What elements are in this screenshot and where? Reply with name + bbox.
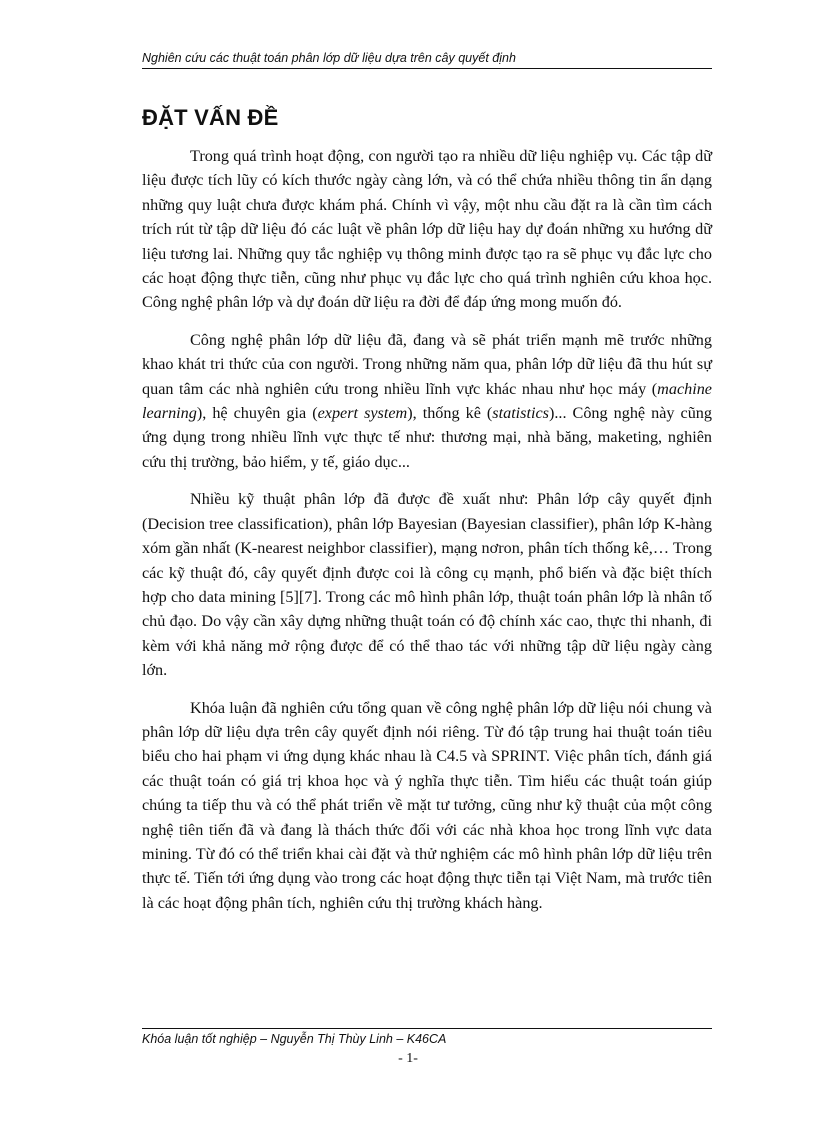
- body-text: [142, 144, 712, 928]
- paragraph-2-text-1: Công nghệ phân lớp dữ liệu đã, đang và sẽ phát triển mạnh mẽ trước những khao khát tri thức của con người. Trong những năm qua, phân lớp dữ liệu đã thu hút sự quan tâm các nhà nghiên cứu trong nhiều lĩnh vực khác nhau như học máy (: [142, 330, 712, 398]
- running-header: Nghiên cứu các thuật toán phân lớp dữ liệu dựa trên cây quyết định: [142, 51, 516, 65]
- page-number: - 1-: [398, 1051, 418, 1066]
- paragraph-1: Trong quá trình hoạt động, con người tạo ra nhiều dữ liệu nghiệp vụ. Các tập dữ liệu được tích lũy có kích thước ngày càng lớn, và có thể chứa nhiều thông tin ẩn dạng những quy luật chưa được khám phá. Chính vì vậy, một nhu cầu đặt ra là cần tìm cách trích rút từ tập dữ liệu đó các luật về phân lớp dữ liệu hay dự đoán những xu hướng dữ liệu tương lai. Những quy tắc nghiệp vụ thông minh được tạo ra sẽ phục vụ đắc lực cho các hoạt động thực tiễn, cũng như phục vụ đắc lực cho quá trình nghiên cứu khoa học. Công nghệ phân lớp và dự đoán dữ liệu ra đời để đáp ứng mong muốn đó.: [142, 147, 712, 312]
- term-statistics: statistics: [492, 404, 549, 423]
- section-title: ĐẶT VẤN ĐỀ: [142, 105, 279, 130]
- paragraph-3: Nhiều kỹ thuật phân lớp đã được đề xuất như: Phân lớp cây quyết định (Decision tree classification), phân lớp Bayesian (Bayesian classifier), phân lớp K-hàng xóm gần nhất (K-nearest neighbor classifier), mạng nơron, phân tích thống kê,… Trong các kỹ thuật đó, cây quyết định được coi là công cụ mạnh, phổ biến và đặc biệt thích hợp cho data mining [5][7]. Trong các mô hình phân lớp, thuật toán phân lớp là nhân tố chủ đạo. Do vậy cần xây dựng những thuật toán có độ chính xác cao, thực thi nhanh, đi kèm với khả năng mở rộng được để có thể thao tác với những tập dữ liệu ngày càng lớn.: [142, 490, 712, 680]
- term-machine-learning: machine learning: [142, 379, 712, 423]
- term-expert-system: expert system: [317, 404, 408, 423]
- paragraph-2-text-4: )... Công nghệ này cũng ứng dụng trong nhiều lĩnh vực thực tế như: thương mại, nhà băng, maketing, nghiên cứu thị trường, bảo hiểm, y tế, giáo dục...: [142, 404, 712, 471]
- paragraph-2-text-2: ), hệ chuyên gia (: [196, 404, 318, 423]
- paragraph-2: [142, 328, 712, 474]
- header-divider: [142, 68, 712, 69]
- paragraph-2-text-3: ), thống kê (: [407, 404, 493, 423]
- running-footer: Khóa luận tốt nghiệp – Nguyễn Thị Thùy Linh – K46CA: [142, 1032, 447, 1046]
- paragraph-4: Khóa luận đã nghiên cứu tổng quan về công nghệ phân lớp dữ liệu nói chung và phân lớp dữ liệu dựa trên cây quyết định nói riêng. Từ đó tập trung hai thuật toán tiêu biểu cho hai phạm vi ứng dụng khác nhau là C4.5 và SPRINT. Việc phân tích, đánh giá các thuật toán có giá trị khoa học và ý nghĩa thực tiễn. Tìm hiểu các thuật toán giúp chúng ta tiếp thu và có thể phát triển về mặt tư tưởng, cũng như kỹ thuật của một công nghệ tiên tiến đã và đang là thách thức đối với các nhà khoa học trong lĩnh vực data mining. Từ đó có thể triển khai cài đặt và thử nghiệm các mô hình phân lớp dữ liệu trên thực tế. Tiến tới ứng dụng vào trong các hoạt động thực tiễn tại Việt Nam, mà trước tiên là các hoạt động phân tích, nghiên cứu thị trường khách hàng.: [142, 698, 712, 912]
- footer-divider: [142, 1028, 712, 1029]
